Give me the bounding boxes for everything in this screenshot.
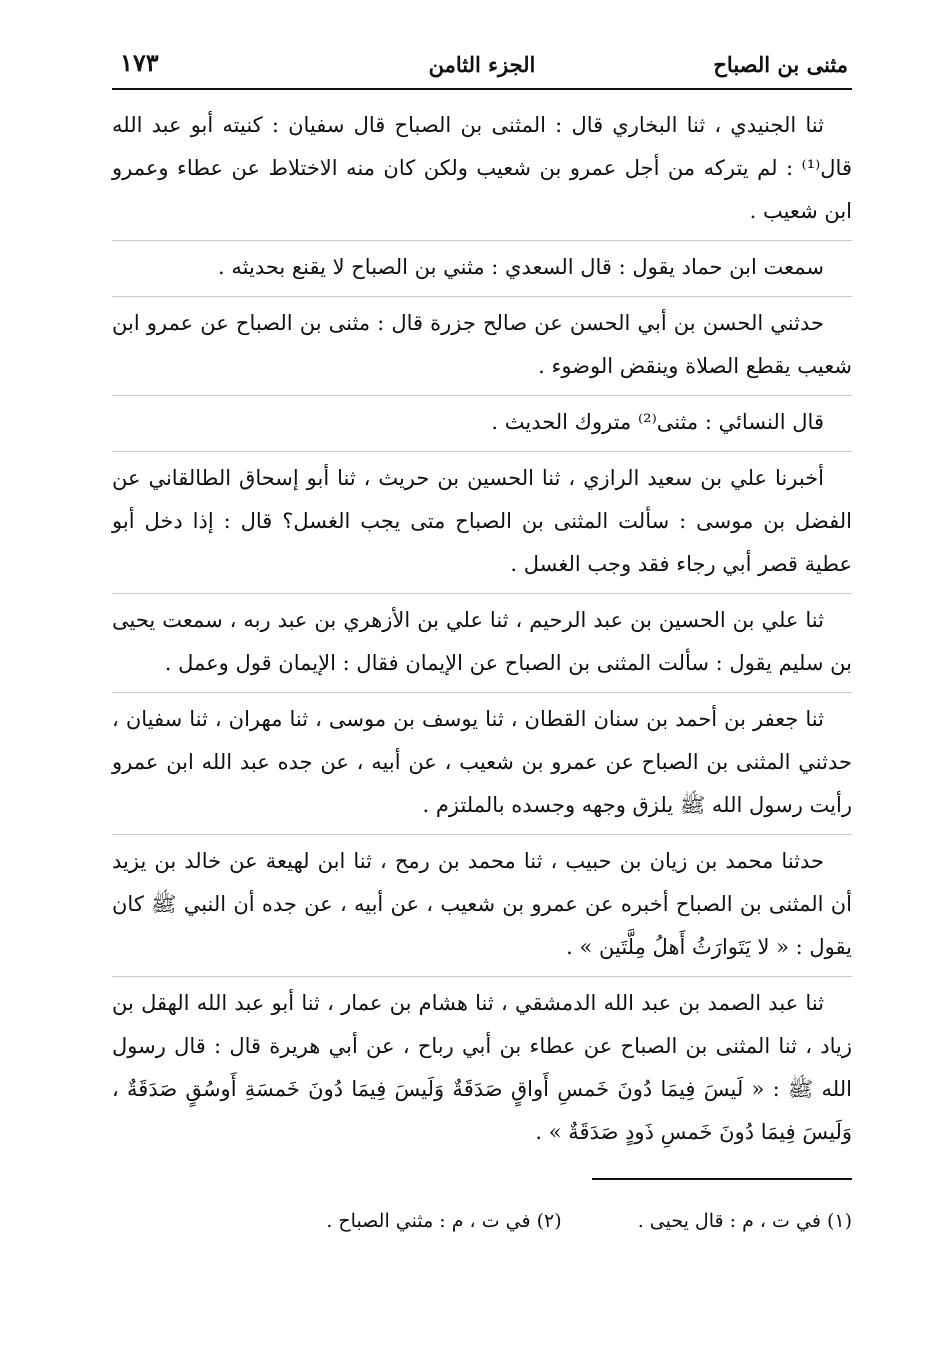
book-page: [112, 46, 852, 1276]
chapter-title: مثنى بن الصباح: [713, 52, 848, 77]
paragraph: ثنا علي بن الحسين بن عبد الرحيم ، ثنا علي بن الأزهري بن عبد ربه ، سمعت يحيى بن سليم يقول : سألت المثنى بن الصباح عن الإيمان فقال : الإيمان قول وعمل .: [112, 593, 852, 685]
main-text: [112, 104, 852, 1154]
page-number: ١٧٣: [120, 48, 159, 77]
paragraph: حدثني الحسن بن أبي الحسن عن صالح جزرة قال : مثنى بن الصباح عن عمرو ابن شعيب يقطع الصلاة وينقض الوضوء .: [112, 296, 852, 388]
volume-title: الجزء الثامن: [428, 52, 536, 77]
paragraph: حدثنا محمد بن زيان بن حبيب ، ثنا محمد بن رمح ، ثنا ابن لهيعة عن خالد بن يزيد أن المثنى بن الصباح أخبره عن عمرو بن شعيب ، عن أبيه ، عن جده أن النبي ﷺ كان يقول : « لا يَتَوارَثُ أَهلُ مِلَّتَين » .: [112, 834, 852, 969]
paragraph: ثنا عبد الصمد بن عبد الله الدمشقي ، ثنا هشام بن عمار ، ثنا أبو عبد الله الهقل بن زياد ، ثنا المثنى بن الصباح عن عطاء بن أبي رباح ، عن أبي هريرة قال : قال رسول الله ﷺ : « لَيسَ فِيمَا دُونَ خَمسِ أَواقٍ صَدَقَةٌ وَلَيسَ فِيمَا دُونَ خَمسَةِ أَوسُقٍ صَدَقَةٌ ، وَلَيسَ فِيمَا دُونَ خَمسِ ذَودٍ صَدَقَةٌ » .: [112, 976, 852, 1154]
footnote-2: (٢) في ت ، م : مثني الصباح .: [326, 1210, 562, 1232]
paragraph: أخبرنا علي بن سعيد الرازي ، ثنا الحسين بن حريث ، ثنا أبو إسحاق الطالقاني عن الفضل بن موسى : سألت المثنى بن الصباح متى يجب الغسل؟ قال : إذا دخل أبو عطية قصر أبي رجاء فقد وجب الغسل .: [112, 451, 852, 586]
running-header: [112, 46, 852, 90]
footnote-divider: [592, 1178, 852, 1180]
paragraph: ثنا الجنيدي ، ثنا البخاري قال : المثنى بن الصباح قال سفيان : كنيته أبو عبد الله قال⁽¹⁾ : لم يتركه من أجل عمرو بن شعيب ولكن كان منه الاختلاط عن عطاء وعمرو ابن شعيب .: [112, 113, 852, 223]
footnote-1: (١) في ت ، م : قال يحيى .: [637, 1210, 852, 1232]
footnotes: [112, 1208, 852, 1234]
paragraph: قال النسائي : مثنى⁽²⁾ متروك الحديث .: [112, 395, 852, 444]
paragraph: سمعت ابن حماد يقول : قال السعدي : مثني بن الصباح لا يقنع بحديثه .: [112, 240, 852, 289]
paragraph: ثنا جعفر بن أحمد بن سنان القطان ، ثنا يوسف بن موسى ، ثنا مهران ، ثنا سفيان ، حدثني المثنى بن الصباح عن عمرو بن شعيب ، عن أبيه ، عن جده عبد الله ابن عمرو رأيت رسول الله ﷺ يلزق وجهه وجسده بالملتزم .: [112, 692, 852, 827]
